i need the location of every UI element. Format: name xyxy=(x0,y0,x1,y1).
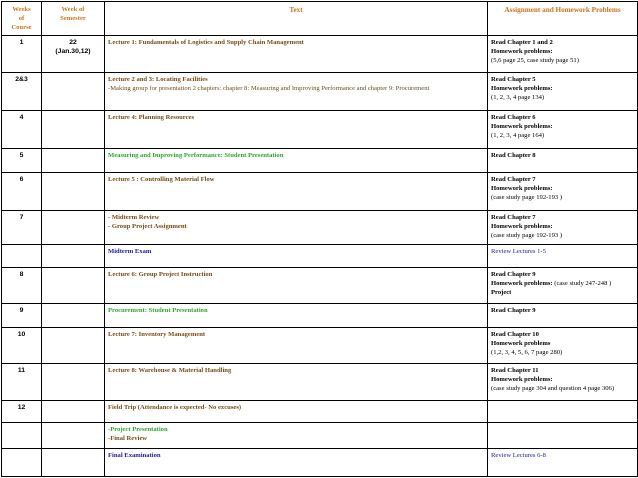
semester-week-cell xyxy=(42,449,105,477)
table-row xyxy=(2,364,638,401)
semester-week-date: (Jan.30,12) xyxy=(55,48,91,55)
assignment-homework-detail: (case study page 192-193 ) xyxy=(491,232,563,239)
text-cell xyxy=(105,111,488,149)
table-row xyxy=(2,111,638,149)
text-cell xyxy=(105,245,488,268)
semester-week-cell xyxy=(42,36,105,73)
week-cell: 4 xyxy=(2,111,42,149)
header-row xyxy=(2,2,638,36)
table-row xyxy=(2,245,638,268)
field-trip: Field Trip (Attendance is expected- No excuses) xyxy=(108,404,242,411)
assignment-reading: Read Chapter 9 xyxy=(491,307,536,314)
assignment-homework-label: Homework problems: xyxy=(491,123,553,130)
lecture-title: Lecture 2 and 3: Locating Facilities xyxy=(108,76,208,83)
header-week-of-semester: Week of Semester xyxy=(42,2,105,36)
lecture-title: Lecture 4: Planning Resources xyxy=(108,114,195,121)
review-note: Review Lectures 1-5 xyxy=(491,248,546,255)
lecture-title: Lecture 8: Warehouse & Material Handling xyxy=(108,367,232,374)
semester-week-cell xyxy=(42,304,105,328)
assignment-reading: Read Chapter 6 xyxy=(491,114,536,121)
lecture-title: Lecture 5 : Controlling Material Flow xyxy=(108,176,215,183)
assignment-project: Project xyxy=(491,289,512,296)
assignment-reading: Read Chapter 10 xyxy=(491,331,539,338)
text-cell xyxy=(105,449,488,477)
assignment-cell xyxy=(488,245,638,268)
assignment-homework-label: Homework problems: xyxy=(491,280,553,287)
assignment-cell xyxy=(488,36,638,73)
assignment-cell xyxy=(488,449,638,477)
lecture-title: Lecture 7: Inventory Management xyxy=(108,331,206,338)
text-cell xyxy=(105,36,488,73)
assignment-homework-label: Homework problems: xyxy=(491,376,553,383)
text-cell xyxy=(105,211,488,245)
midterm-review: - Midterm Review xyxy=(108,214,160,221)
text-cell xyxy=(105,73,488,111)
lecture-title: Lecture 6: Group Project Instruction xyxy=(108,271,213,278)
header-weeks: Weeks of Course xyxy=(2,2,42,36)
header-text: Text xyxy=(105,2,488,36)
assignment-reading: Read Chapter 8 xyxy=(491,152,536,159)
text-cell xyxy=(105,149,488,173)
assignment-homework-label: Homework problems: xyxy=(491,48,553,55)
assignment-cell xyxy=(488,304,638,328)
table-row xyxy=(2,449,638,477)
table-row xyxy=(2,149,638,173)
assignment-homework-label: Homework problems: xyxy=(491,85,553,92)
project-presentation: -Project Presentation xyxy=(108,426,168,433)
exam-title: Midterm Exam xyxy=(108,248,152,255)
assignment-homework-detail: (1, 2, 3, 4 page 134) xyxy=(491,94,545,101)
table-row xyxy=(2,401,638,423)
assignment-cell xyxy=(488,423,638,449)
review-note: Review Lectures 6-8 xyxy=(491,452,546,459)
semester-week-cell xyxy=(42,268,105,304)
table-row xyxy=(2,73,638,111)
header-assignment: Assignment and Homework Problems xyxy=(488,2,638,36)
week-cell: 10 xyxy=(2,328,42,364)
assignment-homework-detail: (1,2, 3, 4, 5, 6, 7 page 280) xyxy=(491,349,563,356)
semester-week-cell xyxy=(42,328,105,364)
semester-week-cell xyxy=(42,401,105,423)
table-row xyxy=(2,328,638,364)
presentation-title: Measuring and Improving Performance: Student Presentation xyxy=(108,152,284,159)
assignment-cell xyxy=(488,364,638,401)
week-cell xyxy=(2,449,42,477)
group-project-assignment: - Group Project Assignment xyxy=(108,223,187,230)
assignment-reading: Read Chapter 7 xyxy=(491,176,536,183)
text-cell xyxy=(105,304,488,328)
assignment-homework-label: Homework problems: xyxy=(491,185,553,192)
assignment-reading: Read Chapter 11 xyxy=(491,367,539,374)
assignment-homework-detail: (5,6 page 25, case study page 51) xyxy=(491,57,579,64)
text-cell xyxy=(105,173,488,211)
text-cell xyxy=(105,328,488,364)
semester-week-cell xyxy=(42,73,105,111)
week-cell: 7 xyxy=(2,211,42,245)
semester-week-cell xyxy=(42,173,105,211)
lecture-title: Lecture 1: Fundamentals of Logistics and Supply Chain Management xyxy=(108,39,304,46)
week-cell: 2&3 xyxy=(2,73,42,111)
week-cell: 12 xyxy=(2,401,42,423)
assignment-homework-detail: (1, 2, 3, 4 page 164) xyxy=(491,132,545,139)
week-cell: 6 xyxy=(2,173,42,211)
week-cell: 1 xyxy=(2,36,42,73)
assignment-cell xyxy=(488,211,638,245)
assignment-reading: Read Chapter 9 xyxy=(491,271,536,278)
assignment-cell xyxy=(488,173,638,211)
table-row xyxy=(2,36,638,73)
assignment-cell xyxy=(488,111,638,149)
semester-week-cell xyxy=(42,149,105,173)
assignment-homework-label: Homework problems xyxy=(491,340,551,347)
assignment-cell xyxy=(488,149,638,173)
assignment-cell xyxy=(488,268,638,304)
semester-week-cell xyxy=(42,211,105,245)
table-row xyxy=(2,173,638,211)
assignment-cell xyxy=(488,401,638,423)
week-cell: 9 xyxy=(2,304,42,328)
assignment-reading: Read Chapter 7 xyxy=(491,214,536,221)
assignment-homework-detail: (case study page 192-193 ) xyxy=(491,194,563,201)
assignment-homework-detail: (case study page 304 and question 4 page 306) xyxy=(491,385,615,392)
semester-week-cell xyxy=(42,364,105,401)
table-row xyxy=(2,304,638,328)
semester-week-cell xyxy=(42,423,105,449)
exam-title: Final Examination xyxy=(108,452,161,459)
text-cell xyxy=(105,423,488,449)
week-cell xyxy=(2,423,42,449)
assignment-reading: Read Chapter 5 xyxy=(491,76,536,83)
text-cell xyxy=(105,268,488,304)
assignment-cell xyxy=(488,73,638,111)
assignment-reading: Read Chapter 1 and 2 xyxy=(491,39,553,46)
week-cell: 11 xyxy=(2,364,42,401)
week-cell: 5 xyxy=(2,149,42,173)
assignment-homework-label: Homework problems: xyxy=(491,223,553,230)
semester-week-cell xyxy=(42,111,105,149)
assignment-homework-detail: (case study 247-248 ) xyxy=(552,280,612,287)
table-row xyxy=(2,423,638,449)
final-review: -Final Review xyxy=(108,435,148,442)
semester-week-cell xyxy=(42,245,105,268)
text-cell xyxy=(105,401,488,423)
text-cell xyxy=(105,364,488,401)
week-cell xyxy=(2,245,42,268)
table-row xyxy=(2,268,638,304)
lecture-note: -Making group for presentation 2 chapters: chapter 8: Measuring and Improving Performance and chapter 9: Procurement xyxy=(108,85,430,92)
semester-week-number: 22 xyxy=(69,39,77,46)
presentation-title: Procurement: Student Presentation xyxy=(108,307,208,314)
course-schedule-table xyxy=(1,1,638,477)
week-cell: 8 xyxy=(2,268,42,304)
assignment-cell xyxy=(488,328,638,364)
table-row xyxy=(2,211,638,245)
